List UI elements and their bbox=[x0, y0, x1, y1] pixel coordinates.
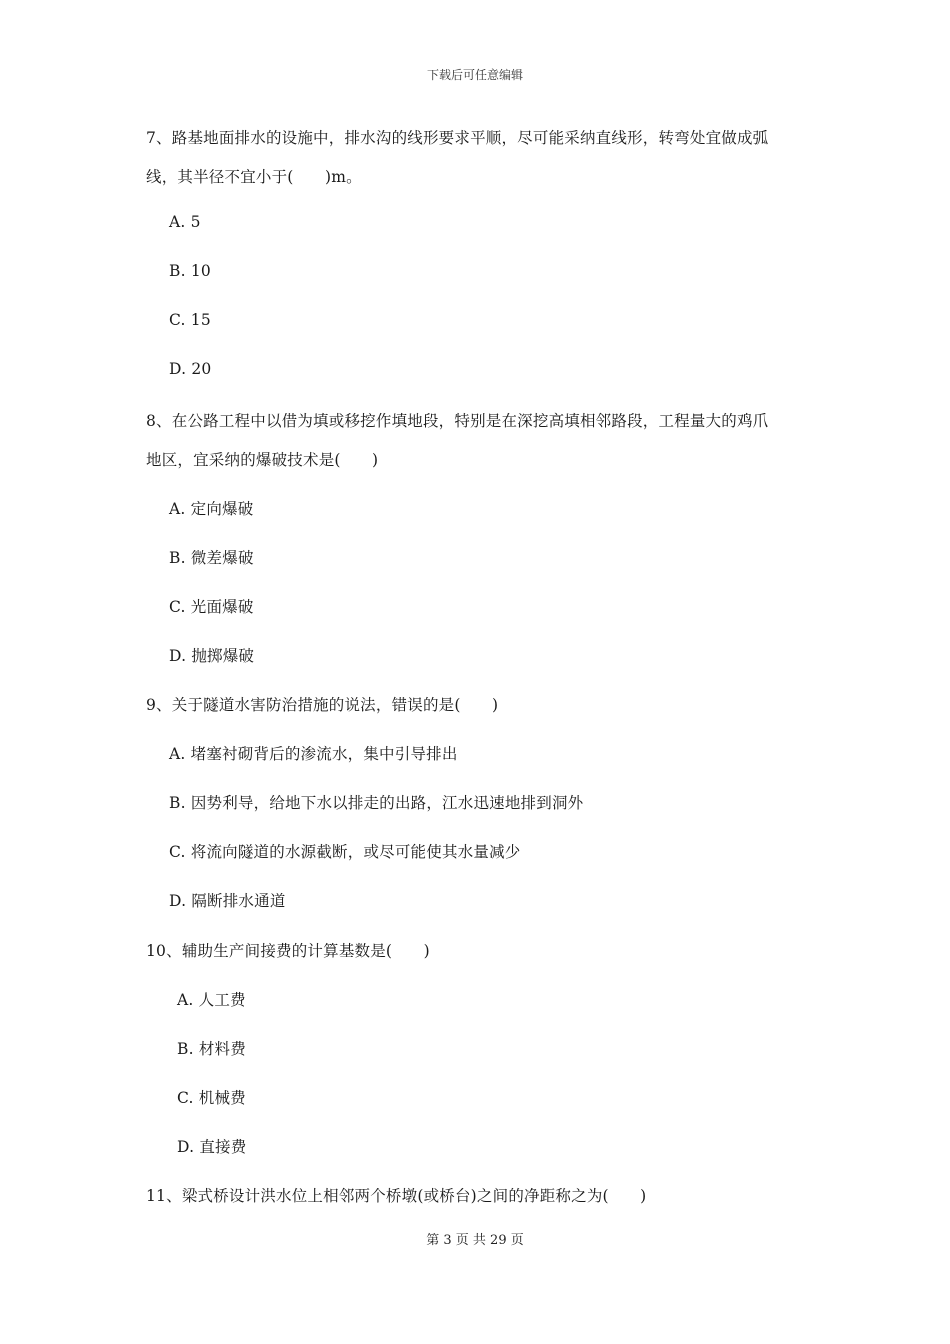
question-8-option-c: C. 光面爆破 bbox=[169, 598, 254, 616]
question-7-option-b: B. 10 bbox=[169, 262, 211, 280]
page-footer: 第 3 页 共 29 页 bbox=[426, 1233, 524, 1248]
question-8-option-d: D. 抛掷爆破 bbox=[169, 647, 255, 665]
question-7-option-d: D. 20 bbox=[169, 360, 212, 378]
question-11-stem-line-1: 11、梁式桥设计洪水位上相邻两个桥墩(或桥台)之间的净距称之为( ) bbox=[146, 1187, 647, 1205]
question-10-stem-line-1: 10、辅助生产间接费的计算基数是( ) bbox=[146, 942, 430, 960]
question-9-stem-line-1: 9、关于隧道水害防治措施的说法，错误的是( ) bbox=[146, 696, 499, 714]
question-9-option-b: B. 因势利导，给地下水以排走的出路，江水迅速地排到洞外 bbox=[169, 794, 584, 812]
question-9-option-c: C. 将流向隧道的水源截断，或尽可能使其水量减少 bbox=[169, 843, 521, 861]
question-8-stem-line-1: 8、在公路工程中以借为填或移挖作填地段，特别是在深挖高填相邻路段，工程量大的鸡爪 bbox=[146, 412, 769, 430]
question-8-stem-line-2: 地区，宜采纳的爆破技术是( ) bbox=[146, 451, 379, 469]
question-7-stem-line-2: 线，其半径不宜小于( )m。 bbox=[146, 168, 362, 186]
question-8-option-a: A. 定向爆破 bbox=[169, 500, 254, 518]
question-9-option-a: A. 堵塞衬砌背后的渗流水，集中引导排出 bbox=[169, 745, 458, 763]
question-7-option-c: C. 15 bbox=[169, 311, 211, 329]
question-10-option-a: A. 人工费 bbox=[177, 991, 246, 1009]
question-10-option-b: B. 材料费 bbox=[177, 1040, 246, 1058]
question-9-option-d: D. 隔断排水通道 bbox=[169, 892, 286, 910]
question-7-stem-line-1: 7、路基地面排水的设施中，排水沟的线形要求平顺，尽可能采纳直线形，转弯处宜做成弧 bbox=[146, 129, 769, 147]
question-7-option-a: A. 5 bbox=[169, 213, 201, 231]
question-10-option-d: D. 直接费 bbox=[177, 1138, 247, 1156]
question-8-option-b: B. 微差爆破 bbox=[169, 549, 254, 567]
page-header: 下载后可任意编辑 bbox=[426, 68, 523, 82]
question-10-option-c: C. 机械费 bbox=[177, 1089, 246, 1107]
